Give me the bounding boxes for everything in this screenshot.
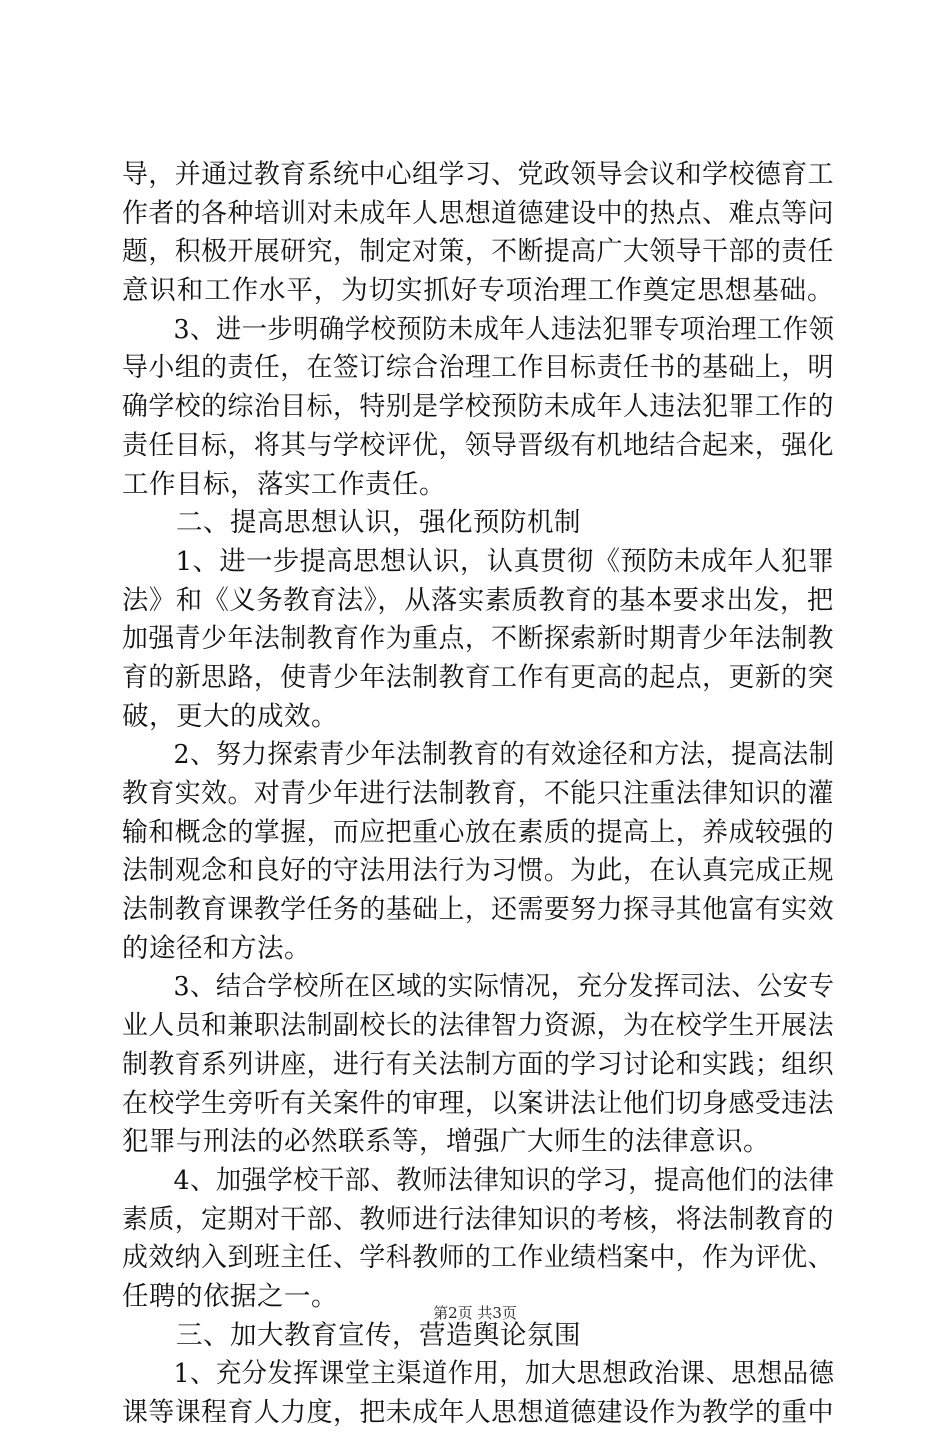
text-line: 破，更大的成效。: [122, 700, 338, 732]
text-line: 素质，定期对干部、教师进行法律知识的考核，将法制教育的: [122, 1203, 834, 1235]
text-line: 法制观念和良好的守法用法行为习惯。为此，在认真完成正规: [122, 855, 834, 887]
text-line: 工作目标，落实工作责任。: [122, 468, 446, 500]
text-line: 犯罪与刑法的必然联系等，增强广大师生的法律意识。: [122, 1126, 770, 1158]
text-line: 4、加强学校干部、教师法律知识的学习，提高他们的法律: [122, 1164, 835, 1196]
document-body: [122, 156, 834, 1433]
text-line: 制教育系列讲座，进行有关法制方面的学习讨论和实践；组织: [122, 1048, 834, 1080]
text-line: 教育实效。对青少年进行法制教育，不能只注重法律知识的灌: [122, 778, 834, 809]
text-line: 成效纳入到班主任、学科教师的工作业绩档案中，作为评优、: [122, 1242, 834, 1274]
text-line: 导，并通过教育系统中心组学习、党政领导会议和学校德育工: [122, 159, 834, 190]
text-line: 任聘的依据之一。: [122, 1280, 338, 1312]
text-line: 课等课程育人力度，把未成年人思想道德建设作为教学的重中: [122, 1397, 834, 1428]
text-line: 二、提高思想认识，强化预防机制: [122, 507, 581, 539]
text-line: 业人员和兼职法制副校长的法律智力资源，为在校学生开展法: [122, 1010, 834, 1042]
text-line: 三、加大教育宣传，营造舆论氛围: [122, 1319, 581, 1351]
text-line: 导小组的责任，在签订综合治理工作目标责任书的基础上，明: [122, 352, 834, 384]
text-line: 加强青少年法制教育作为重点，不断探索新时期青少年法制教: [122, 623, 834, 655]
text-line: 法制教育课教学任务的基础上，还需要努力探寻其他富有实效: [122, 894, 834, 926]
text-line: 3、结合学校所在区域的实际情况，充分发挥司法、公安专: [122, 971, 835, 1003]
text-line: 意识和工作水平，为切实抓好专项治理工作奠定思想基础。: [122, 275, 835, 307]
text-line: 3、进一步明确学校预防未成年人违法犯罪专项治理工作领: [122, 313, 835, 345]
text-line: 确学校的综治目标，特别是学校预防未成年人违法犯罪工作的: [122, 391, 834, 423]
text-line: 作者的各种培训对未成年人思想道德建设中的热点、难点等问: [122, 197, 834, 229]
text-line: 1、进一步提高思想认识，认真贯彻《预防未成年人犯罪: [122, 545, 835, 577]
text-line: 题，积极开展研究，制定对策，不断提高广大领导干部的责任: [122, 236, 834, 268]
text-line: 在校学生旁听有关案件的审理，以案讲法让他们切身感受违法: [122, 1087, 834, 1119]
text-line: 的途径和方法。: [122, 932, 311, 964]
text-line: 法》和《义务教育法》，从落实素质教育的基本要求出发，把: [122, 584, 834, 616]
page-footer: 第2页 共3页: [433, 1304, 517, 1322]
text-line: 输和概念的掌握，而应把重心放在素质的提高上，养成较强的: [122, 816, 834, 848]
text-line: 1、充分发挥课堂主渠道作用，加大思想政治课、思想品德: [122, 1358, 835, 1390]
text-line: 2、努力探索青少年法制教育的有效途径和方法，提高法制: [122, 739, 835, 771]
text-line: 育的新思路，使青少年法制教育工作有更高的起点，更新的突: [122, 661, 834, 693]
text-line: 责任目标，将其与学校评优，领导晋级有机地结合起来，强化: [122, 429, 834, 461]
